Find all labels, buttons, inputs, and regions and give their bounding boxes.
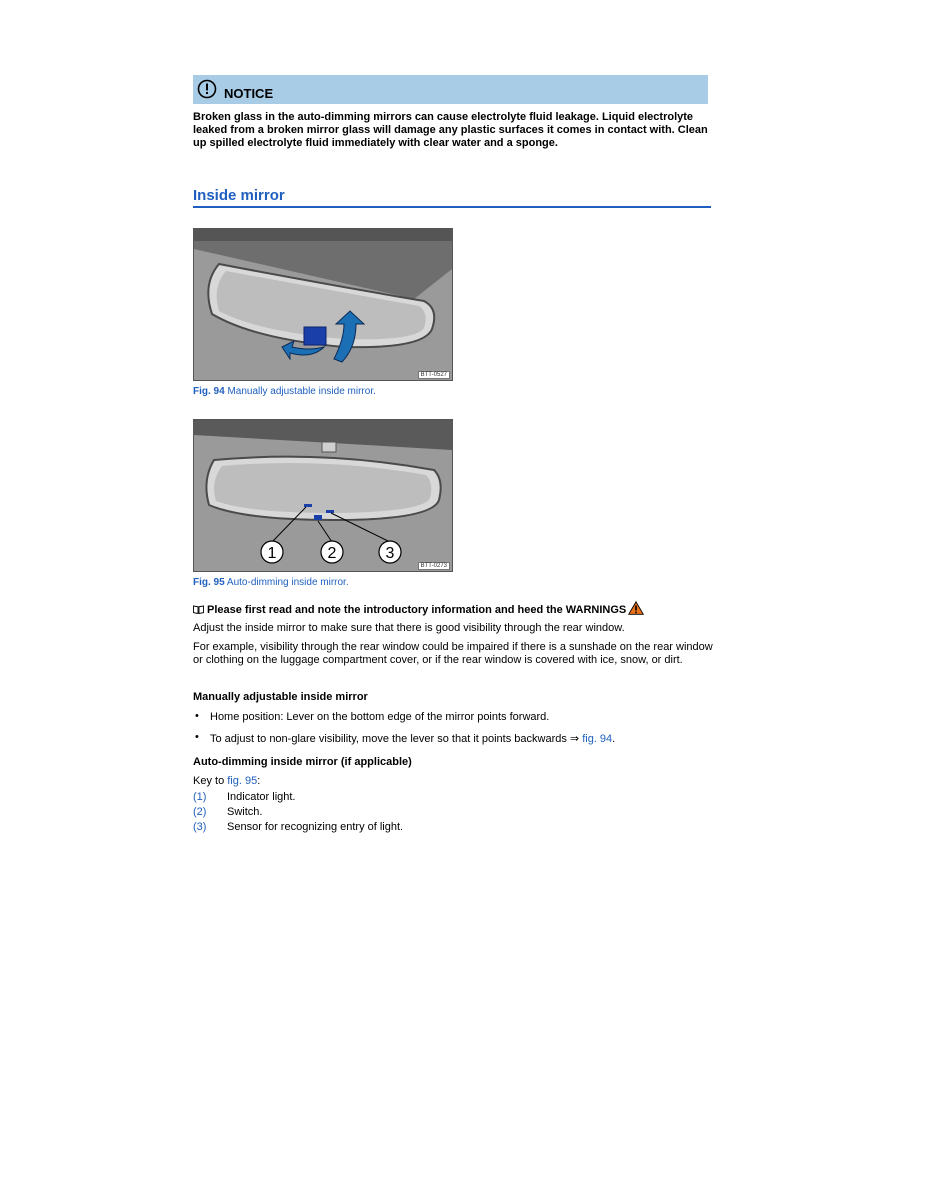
figure-94-caption-text: Manually adjustable inside mirror. (224, 386, 376, 397)
callout-1: 1 (267, 545, 277, 562)
key-text: Switch. (227, 806, 263, 818)
notice-title: NOTICE (224, 86, 274, 101)
read-note-text: Please first read and note the introductory information and heed the WARNINGS (207, 604, 627, 616)
warning-triangle-icon (628, 601, 644, 615)
key-text: Indicator light. (227, 791, 296, 803)
figure-94-caption (193, 386, 376, 397)
bullet-2-body: To adjust to non-glare visibility, move the lever so that it points backwards ⇒ (210, 733, 583, 745)
auto-heading: Auto-dimming inside mirror (if applicable) (193, 756, 412, 768)
figure-95-label: Fig. 95 (193, 577, 225, 588)
fig-95-link[interactable]: fig. 95 (227, 775, 258, 787)
figure-95-code: BTT-0273 (418, 562, 450, 570)
key-suffix: : (257, 775, 261, 787)
section-divider (193, 206, 711, 208)
bullet-dot: • (195, 710, 199, 722)
key-number: (3) (193, 821, 207, 833)
notice-exclamation-icon (197, 79, 217, 99)
bullet-1-text: Home position: Lever on the bottom edge of the mirror points forward. (210, 711, 550, 723)
figure-94-image (193, 228, 453, 381)
bullet-2-text (210, 732, 615, 745)
callout-2: 2 (327, 545, 337, 562)
figure-95-caption-text: Auto-dimming inside mirror. (224, 577, 349, 588)
key-number: (1) (193, 791, 207, 803)
intro-paragraph-2: For example, visibility through the rear window could be impaired if there is a sunshade on the rear window or clothing on the luggage compartment cover, or if the rear window is covered with ice, snow, or dirt. (193, 641, 713, 666)
section-title: Inside mirror (193, 187, 285, 204)
notice-text: Broken glass in the auto-dimming mirrors can cause electrolyte fluid leakage. Liquid electrolyte leaked from a broken mirror glass will damage any plastic surfaces it comes in contact with. Clean up spilled electrolyte fluid immediately with clear water and a sponge. (193, 111, 708, 149)
figure-95-image (193, 419, 453, 572)
book-icon (193, 605, 204, 614)
manual-heading: Manually adjustable inside mirror (193, 691, 368, 703)
figure-95-caption (193, 577, 349, 588)
figure-94-label: Fig. 94 (193, 386, 225, 397)
key-text: Sensor for recognizing entry of light. (227, 821, 404, 833)
read-note (193, 601, 644, 616)
bullet-dot: • (195, 731, 199, 743)
bullet-2-end: . (612, 733, 616, 745)
key-intro (193, 775, 713, 788)
figure-94-code: BTT-0527 (418, 371, 450, 379)
notice-banner (193, 75, 708, 104)
key-prefix: Key to (193, 775, 228, 787)
intro-paragraph-1: Adjust the inside mirror to make sure that there is good visibility through the rear window. (193, 622, 625, 634)
fig-94-link[interactable]: fig. 94 (582, 733, 613, 745)
callout-3: 3 (385, 545, 395, 562)
key-number: (2) (193, 806, 207, 818)
